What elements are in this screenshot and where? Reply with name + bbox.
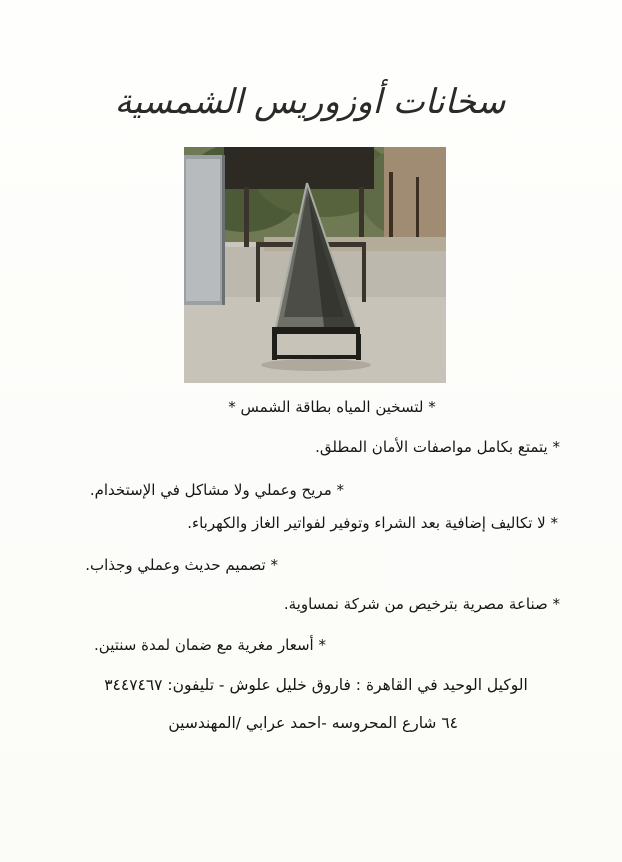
feature-no-extra-cost: * لا تكاليف إضافية بعد الشراء وتوفير لفواتير الغاز والكهرباء.	[187, 514, 558, 532]
feature-safety: * يتمتع بكامل مواصفات الأمان المطلق.	[315, 438, 560, 456]
feature-modern-design: * تصميم حديث وعملي وجذاب.	[85, 556, 278, 574]
agent-contact-line: الوكيل الوحيد في القاهرة : فاروق خليل علوش - تليفون: ٣٤٤٧٤٦٧	[104, 676, 528, 694]
feature-egyptian-made: * صناعة مصرية بترخيص من شركة نمساوية.	[283, 595, 560, 613]
feature-easy-use: * مريح وعملي ولا مشاكل في الإستخدام.	[89, 481, 344, 499]
solar-heater-illustration	[184, 147, 446, 383]
flyer-title: سخانات أوزوريس الشمسية	[114, 82, 506, 122]
feature-solar-heating: * لتسخين المياه بطاقة الشمس *	[228, 398, 436, 416]
agent-address-line: ٦٤ شارع المحروسه -احمد عرابي /المهندسين	[168, 714, 458, 732]
feature-warranty: * أسعار مغرية مع ضمان لمدة سنتين.	[94, 636, 326, 654]
product-photo	[184, 147, 446, 383]
